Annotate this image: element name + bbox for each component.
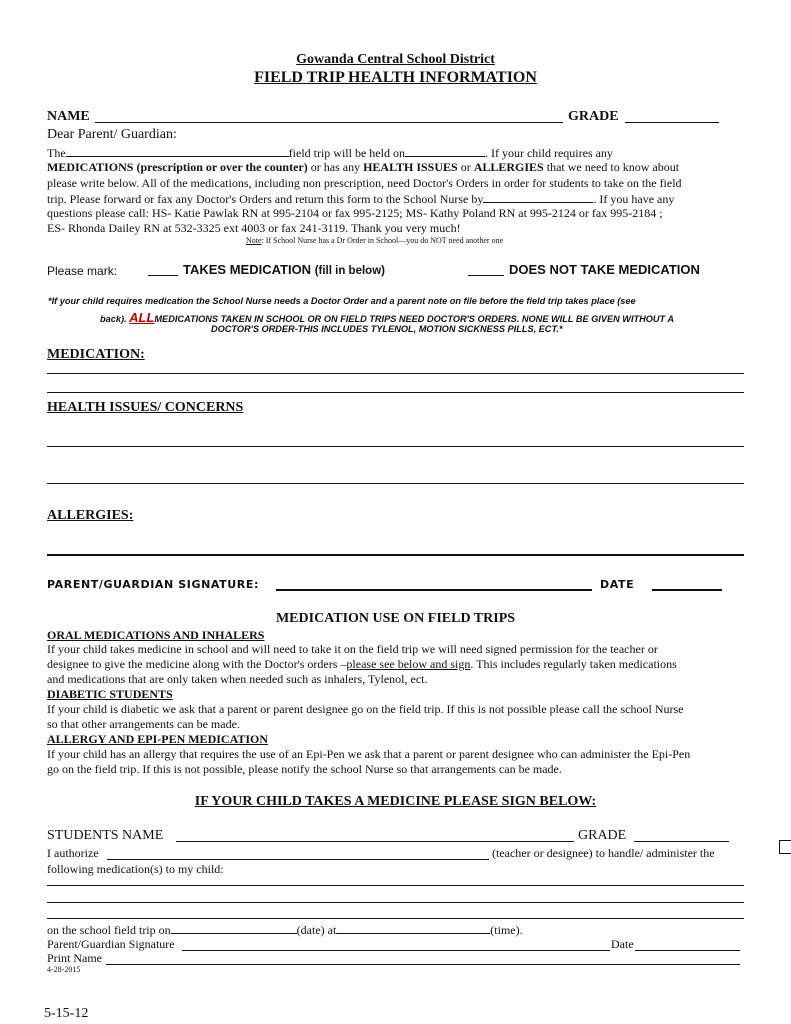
signature-date-label: DATE bbox=[600, 578, 635, 591]
authorize-field[interactable] bbox=[107, 848, 489, 860]
med-use-title: MEDICATION USE ON FIELD TRIPS bbox=[275, 611, 516, 626]
consent-signature-date-field[interactable] bbox=[635, 939, 740, 951]
following-label: following medication(s) to my child: bbox=[47, 862, 224, 876]
oral-line-1: If your child takes medicine in school and will need to take it on the field trip we will need signed permission for the teacher or bbox=[47, 642, 658, 656]
consent-signature-label: Parent/Guardian Signature bbox=[47, 937, 175, 951]
name-field[interactable] bbox=[95, 111, 563, 123]
please-mark-label: Please mark: bbox=[47, 264, 118, 278]
trip-name-field[interactable] bbox=[66, 145, 289, 157]
trip-text: (time). bbox=[490, 923, 523, 937]
warning-line-1: *If your child requires medication the School Nurse needs a Doctor Order and a parent note on file before the field trip takes place (see bbox=[48, 296, 636, 306]
letter-line-1 bbox=[47, 145, 613, 161]
allergy-heading: ALLERGY AND EPI-PEN MEDICATION bbox=[47, 732, 269, 746]
parent-signature-label: PARENT/GUARDIAN SIGNATURE: bbox=[47, 578, 259, 591]
oral-line-2 bbox=[47, 657, 677, 672]
print-name-label: Print Name bbox=[47, 951, 102, 965]
letter-health-issues: HEALTH ISSUES bbox=[363, 160, 458, 174]
warning-text: back). bbox=[100, 314, 127, 324]
medication-line-2[interactable] bbox=[47, 392, 744, 393]
note-text: : If School Nurse has a Dr Order in School—you do NOT need another one bbox=[261, 236, 504, 245]
health-line-1[interactable] bbox=[47, 446, 744, 447]
letter-line-6: ES- Rhonda Dailey RN at 532-3325 ext 4003 or fax 241-3119. Thank you very much! bbox=[47, 221, 461, 235]
letter-if-requires: . If your child requires any bbox=[484, 146, 613, 160]
consent-title: IF YOUR CHILD TAKES A MEDICINE PLEASE SIGN BELOW: bbox=[194, 794, 597, 809]
letter-line-2 bbox=[47, 160, 679, 175]
letter-line-4 bbox=[47, 191, 674, 207]
letter-the: The bbox=[47, 146, 66, 160]
health-line-2[interactable] bbox=[47, 483, 744, 484]
consent-time-field[interactable] bbox=[336, 922, 490, 934]
students-name-field[interactable] bbox=[176, 830, 574, 842]
allergies-line[interactable] bbox=[47, 554, 744, 556]
consent-grade-label: GRADE bbox=[578, 828, 627, 843]
takes-medication-checkbox[interactable] bbox=[148, 264, 178, 276]
does-not-take-checkbox[interactable] bbox=[468, 264, 504, 276]
takes-medication-label bbox=[183, 262, 385, 277]
does-not-take-label: DOES NOT TAKE MEDICATION bbox=[509, 262, 700, 277]
consent-date-label: Date bbox=[611, 937, 634, 951]
district-name: Gowanda Central School District bbox=[296, 52, 495, 67]
signature-date-field[interactable] bbox=[652, 589, 722, 591]
letter-line-5: questions please call: HS- Katie Pawlak RN at 995-2104 or fax 995-2125; MS- Kathy Poland RN at 995-2124 or fax 995-2184 ; bbox=[47, 206, 663, 220]
form-title: FIELD TRIP HEALTH INFORMATION bbox=[254, 69, 537, 86]
medication-list-line-3[interactable] bbox=[47, 918, 744, 919]
trip-date-field[interactable] bbox=[405, 145, 485, 157]
revision-date: 4-28-2015 bbox=[47, 965, 81, 974]
allergies-heading: ALLERGIES: bbox=[47, 508, 134, 523]
consent-grade-field[interactable] bbox=[634, 830, 729, 842]
warning-line-3: DOCTOR'S ORDER-THIS INCLUDES TYLENOL, MOTION SICKNESS PILLS, ECT.* bbox=[211, 324, 563, 334]
grade-label: GRADE bbox=[568, 109, 619, 124]
letter-text: or has any bbox=[310, 160, 361, 174]
diabetic-heading: DIABETIC STUDENTS bbox=[47, 687, 173, 701]
students-name-label: STUDENTS NAME bbox=[47, 828, 164, 843]
teacher-label: (teacher or designee) to handle/ administer the bbox=[492, 846, 715, 860]
warning-text: MEDICATIONS TAKEN IN SCHOOL OR ON FIELD TRIPS NEED DOCTOR'S ORDERS. NONE WILL BE GIVEN WITHOUT A bbox=[154, 314, 674, 324]
allergy-line-1: If your child has an allergy that requires the use of an Epi-Pen we ask that a parent or parent designee who can administer the Epi-Pen bbox=[47, 747, 691, 761]
parent-signature-field[interactable] bbox=[276, 589, 592, 591]
diabetic-line-2: so that other arrangements can be made. bbox=[47, 717, 240, 731]
letter-line-3: please write below. All of the medications, including non prescription, need Doctor's Orders in order for students to take on the field bbox=[47, 176, 682, 190]
oral-text: designee to give the medicine along with the Doctor's orders – bbox=[47, 657, 347, 671]
letter-text: . If you have any bbox=[593, 192, 675, 206]
fill-in-text: (fill in below) bbox=[314, 265, 385, 277]
takes-text: TAKES MEDICATION bbox=[183, 262, 312, 277]
medication-heading: MEDICATION: bbox=[47, 347, 145, 362]
oral-text: . This includes regularly taken medications bbox=[470, 657, 677, 671]
warning-line-2 bbox=[100, 310, 674, 325]
letter-medications: MEDICATIONS (prescription or over the counter) bbox=[47, 160, 308, 174]
name-label: NAME bbox=[47, 109, 90, 124]
print-name-field[interactable] bbox=[106, 953, 740, 965]
grade-field[interactable] bbox=[625, 111, 719, 123]
margin-checkbox[interactable] bbox=[779, 840, 791, 854]
oral-heading: ORAL MEDICATIONS AND INHALERS bbox=[47, 628, 265, 642]
footer-code: 5-15-12 bbox=[44, 1006, 89, 1021]
trip-line bbox=[47, 922, 523, 938]
trip-text: on the school field trip on bbox=[47, 923, 171, 937]
nurse-note bbox=[246, 236, 503, 245]
consent-date-field[interactable] bbox=[171, 922, 297, 934]
letter-text: or bbox=[460, 160, 471, 174]
note-label: Note bbox=[246, 236, 262, 245]
consent-signature-field[interactable] bbox=[182, 939, 610, 951]
letter-text: that we need to know about bbox=[546, 160, 680, 174]
warning-all: ALL bbox=[129, 310, 155, 325]
oral-line-3: and medications that are only taken when needed such as inhalers, Tylenol, ect. bbox=[47, 672, 428, 686]
authorize-label: I authorize bbox=[47, 846, 99, 860]
letter-allergies: ALLERGIES bbox=[473, 160, 544, 174]
diabetic-line-1: If your child is diabetic we ask that a parent or parent designee go on the field trip. If this is not possible please call the school Nurse bbox=[47, 702, 684, 716]
health-heading: HEALTH ISSUES/ CONCERNS bbox=[47, 400, 244, 415]
return-by-field[interactable] bbox=[483, 191, 593, 203]
allergy-line-2: go on the field trip. If this is not possible, please notify the school Nurse so that arrangements can be made. bbox=[47, 762, 562, 776]
letter-text: trip. Please forward or fax any Doctor's Orders and return this form to the School Nurse by bbox=[47, 192, 484, 206]
greeting: Dear Parent/ Guardian: bbox=[47, 127, 177, 142]
medication-list-line-1[interactable] bbox=[47, 885, 744, 886]
medication-line-1[interactable] bbox=[47, 373, 744, 374]
see-below-link: please see below and sign bbox=[346, 657, 471, 671]
medication-list-line-2[interactable] bbox=[47, 902, 744, 903]
letter-held-on: field trip will be held on bbox=[288, 146, 405, 160]
trip-text: (date) at bbox=[296, 923, 337, 937]
